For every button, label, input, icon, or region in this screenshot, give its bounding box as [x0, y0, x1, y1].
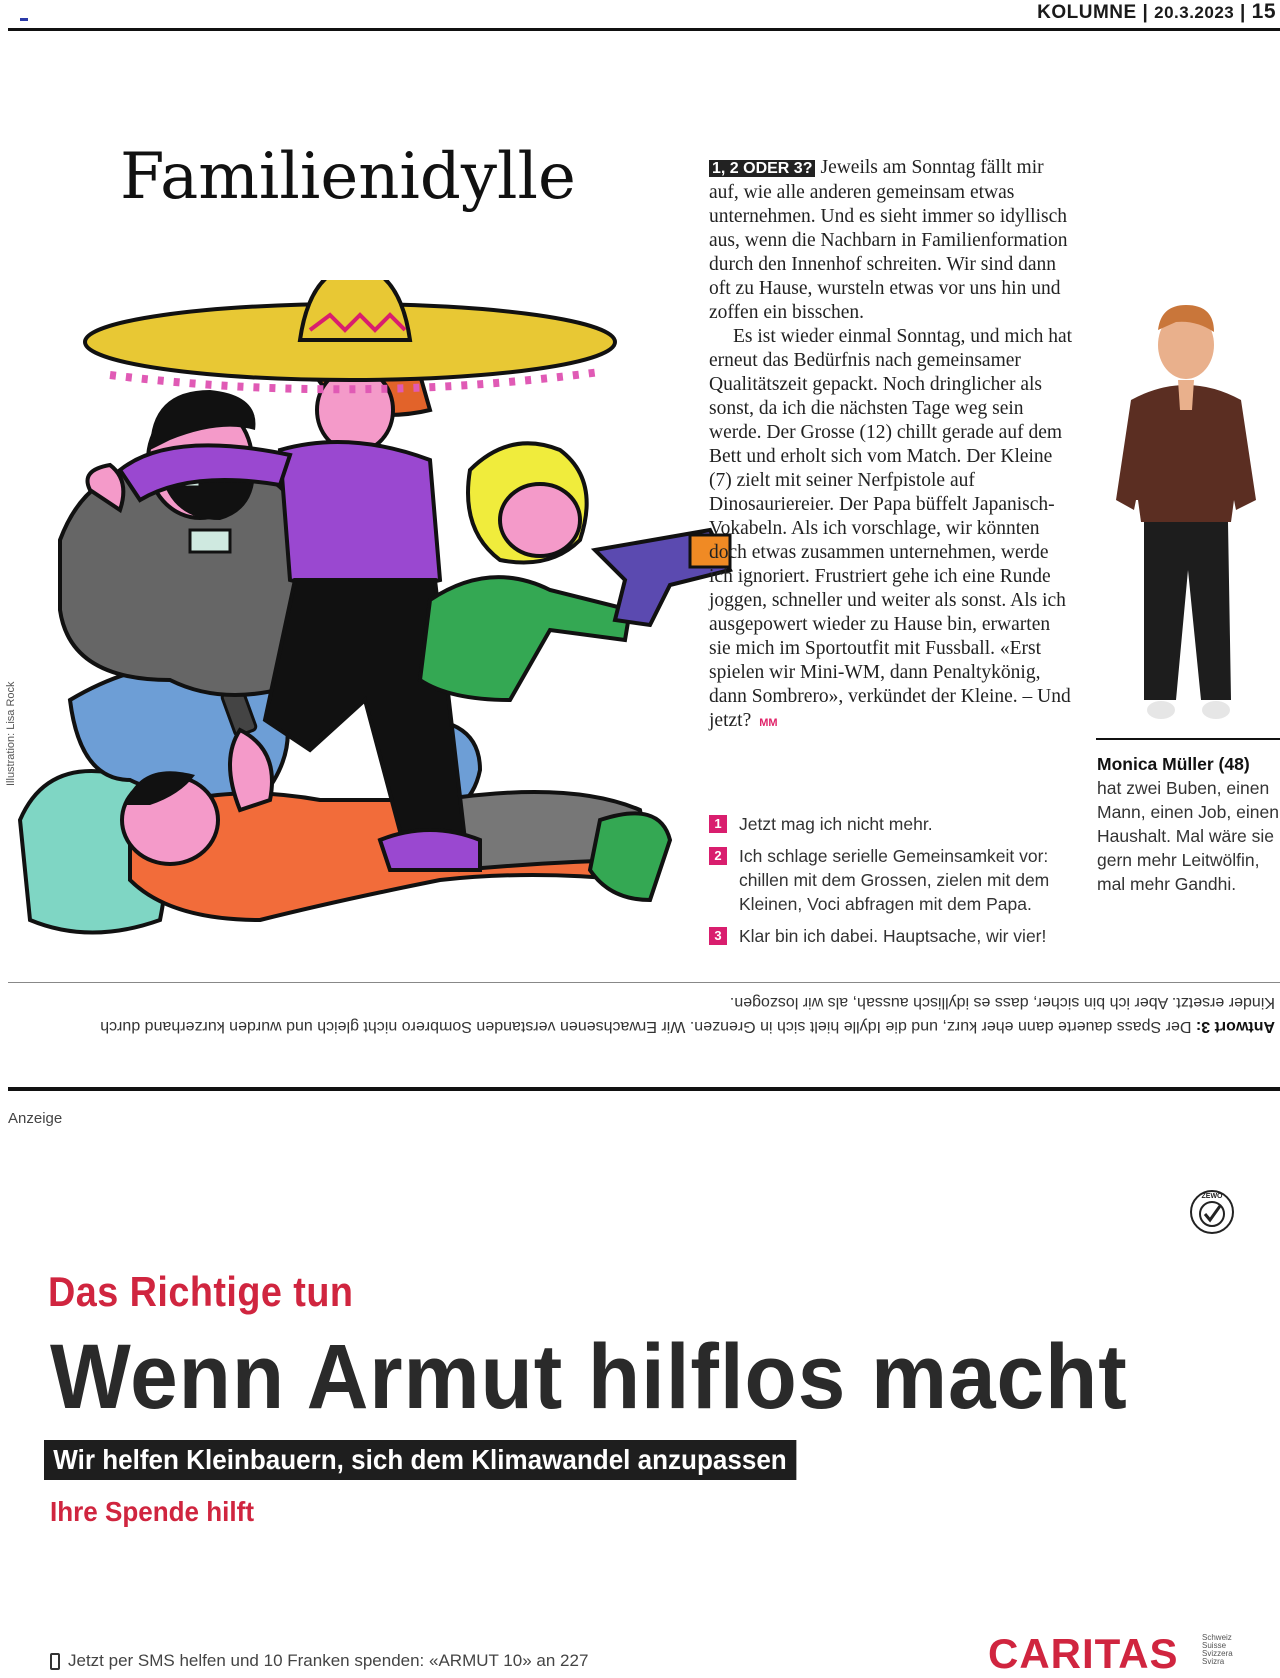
author-portrait	[1096, 300, 1276, 740]
option-number: 3	[709, 927, 727, 945]
paragraph-2-text: Es ist wieder einmal Sonntag, und mich hat erneut das Bedürfnis nach gemeinsamer Qualitätszeit gepackt. Noch dringlicher als sonst, da ich die nächsten Tage weg sein werde. Der Grosse (12) chillt gerade auf dem Bett und erholt sich vom Match. Der Kleine (7) zielt mit seiner Nerfpistole auf Dinosauriereier. Der Papa büffelt Japanisch-Vokabeln. Als ich vorschlage, wir könnten doch etwas zusammen unternehmen, werde ich ignoriert. Frustriert gehe ich eine Runde joggen, schneller und weiter als sonst. Als ich ausgepowert wieder zu Hause bin, erwarten sie mich im Sportoutfit mit Fussball. «Erst spielen wir Mini-WM, dann Penaltykönig, dann Sombrero», verkündet der Kleine. – Und jetzt?	[709, 326, 1073, 731]
option-number: 2	[709, 847, 727, 865]
option-text: Jetzt mag ich nicht mehr.	[739, 814, 933, 834]
page-number: 15	[1251, 0, 1276, 23]
ad-call-to-action: Ihre Spende hilft	[50, 1496, 255, 1527]
seal-text: ZEWO	[1201, 1193, 1223, 1200]
sms-text: Jetzt per SMS helfen und 10 Franken spenden: «ARMUT 10» an 227	[68, 1651, 589, 1670]
section-label: KOLUMNE	[1037, 2, 1137, 23]
portrait-shoe-shape	[1147, 701, 1175, 719]
option-number: 1	[709, 815, 727, 833]
option-text: Klar bin ich dabei. Hauptsache, wir vier!	[739, 926, 1047, 946]
answer-label: Antwort 3:	[1195, 1018, 1275, 1035]
zewo-seal-icon	[1188, 1188, 1236, 1236]
card-shape	[190, 530, 230, 552]
answer-options	[709, 812, 1079, 956]
caritas-logo: CARITAS	[988, 1630, 1179, 1677]
portrait-hands-shape	[1178, 380, 1194, 410]
kid-head-shape	[500, 484, 580, 556]
kid-body-shape	[420, 577, 630, 700]
lang-item: Schweiz	[1202, 1633, 1232, 1642]
option-item	[709, 844, 1079, 916]
header-marker	[20, 18, 28, 21]
portrait-shoe-shape	[1202, 701, 1230, 719]
author-description: hat zwei Buben, einen Mann, einen Job, einen Haushalt. Mal wäre sie gern mehr Leitwölfin, mal mehr Gandhi.	[1097, 778, 1279, 894]
author-bio	[1097, 752, 1280, 896]
header-info: KOLUMNE | 20.3.2023 | 15	[1037, 0, 1276, 23]
phone-icon	[50, 1653, 60, 1670]
mother-top-shape	[280, 442, 440, 590]
paragraph-1-text: Jeweils am Sonntag fällt mir auf, wie alle anderen gemeinsam etwas unternehmen. Und es sieht immer so idyllisch aus, wenn die Nachbarn in Familienformation durch den Innenhof schreiten. Wir sind dann oft zu Hause, wursteln etwas vor uns hin und zoffen ein bisschen.	[709, 157, 1068, 323]
lang-item: Suisse	[1202, 1641, 1227, 1650]
lang-item: Svizra	[1202, 1657, 1225, 1666]
ad-label: Anzeige	[8, 1110, 63, 1127]
ad-kicker: Das Richtige tun	[48, 1268, 354, 1315]
author-initials: MM	[759, 717, 778, 729]
mother-shoe-shape	[380, 830, 480, 870]
sms-donation	[50, 1651, 588, 1671]
article-body	[709, 156, 1073, 735]
paragraph	[709, 325, 1073, 735]
ad-subheadline: Wir helfen Kleinbauern, sich dem Klimawandel anzupassen	[44, 1440, 796, 1480]
caritas-languages	[1202, 1634, 1233, 1666]
section-divider	[8, 1087, 1280, 1091]
ad-headline: Wenn Armut hilflos macht	[50, 1326, 1128, 1428]
answer-divider	[8, 982, 1280, 983]
option-item	[709, 924, 1079, 948]
issue-date: 20.3.2023	[1154, 3, 1235, 22]
green-shoe-shape	[590, 813, 670, 900]
illustration-credit: Illustration: Lisa Rock	[5, 681, 17, 786]
question-tag: 1, 2 ODER 3?	[709, 160, 815, 177]
author-name: Monica Müller (48)	[1097, 754, 1250, 774]
sombrero-crown-shape	[300, 280, 410, 340]
answer-text: Der Spass dauerte dann eher kurz, und die Idylle hielt sich in Grenzen. Wir Erwachsenen verstanden Sombrero nicht gleich und wurden kurzerhand durch Kinder ersetzt. Aber ich bin sicher, dass es idyllisch aussah, als wir loszogen.	[100, 994, 1275, 1035]
bio-divider	[1096, 738, 1280, 740]
column-title: Familienidylle	[120, 140, 576, 214]
lang-item: Svizzera	[1202, 1649, 1233, 1658]
option-text: Ich schlage serielle Gemeinsamkeit vor: chillen mit dem Grossen, zielen mit dem Kleinen, Voci abfragen mit dem Papa.	[739, 846, 1050, 914]
family-illustration	[10, 280, 750, 950]
portrait-pants-shape	[1144, 522, 1231, 700]
upside-down-answer	[55, 990, 1275, 1038]
option-item	[709, 812, 1079, 836]
portrait-sweater-hem-shape	[1138, 500, 1234, 522]
paragraph	[709, 156, 1073, 325]
